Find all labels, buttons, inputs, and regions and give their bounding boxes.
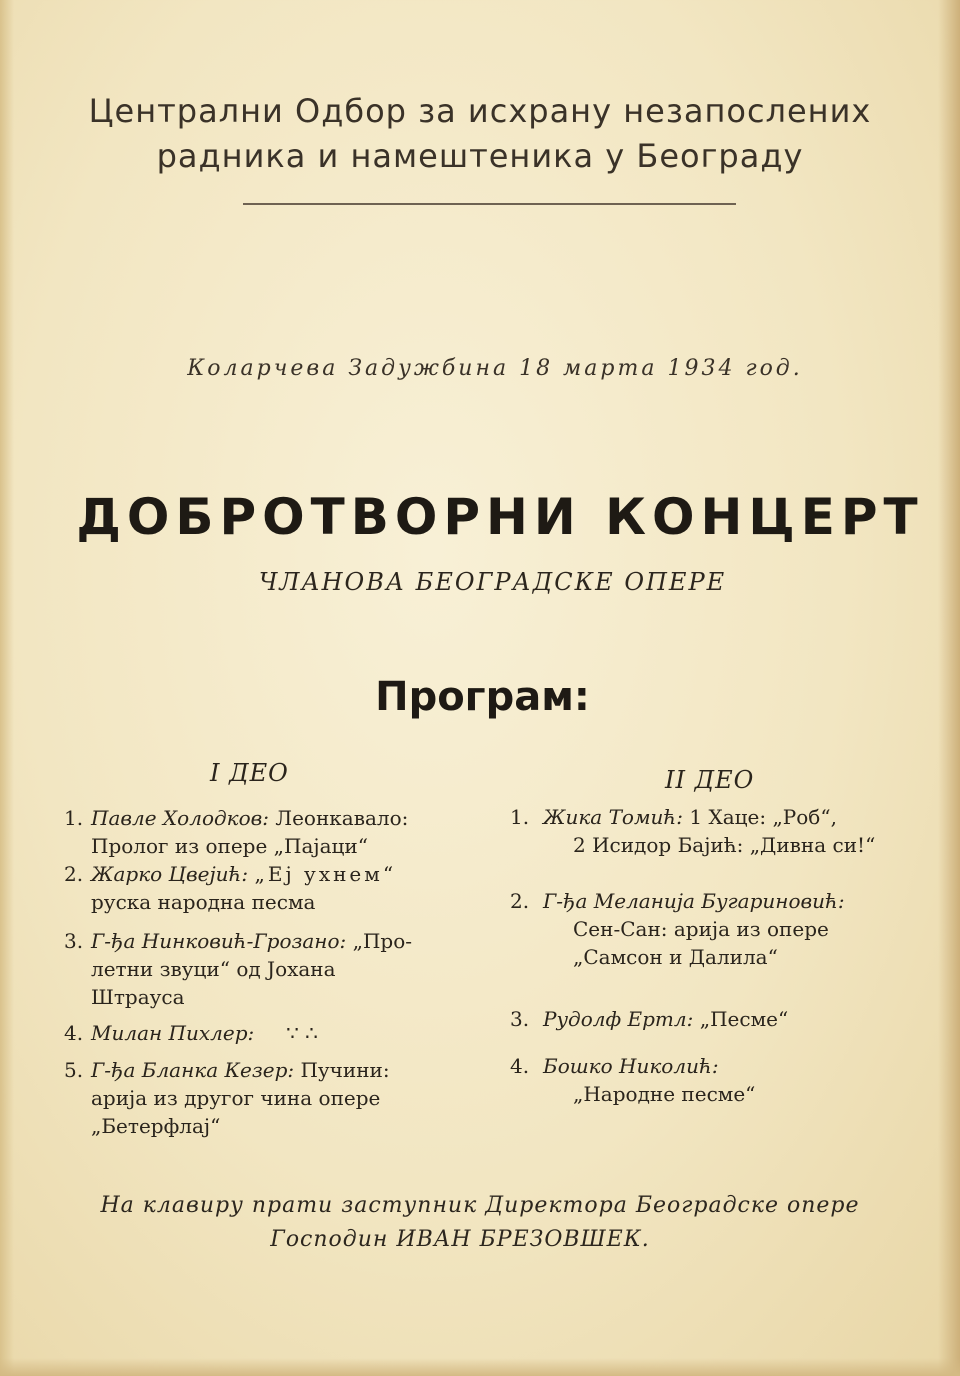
item-detail: Штрауса [91, 985, 185, 1009]
performer-name: Жарко Цвејић: [91, 862, 249, 886]
item-detail: „Бетерфлај“ [91, 1114, 221, 1138]
item-detail: 1 Хаце: „Роб“, [689, 805, 837, 829]
program-heading: Програм: [375, 674, 590, 720]
performer-name: Г-ђа Нинковић-Грозано: [91, 929, 347, 953]
item-detail: арија из другог чина опере [91, 1086, 381, 1110]
item-detail: „Еј ухнем“ [254, 862, 397, 886]
item-detail: „Про- [352, 929, 413, 953]
item-number: 2. [510, 889, 530, 913]
item-number: 1. [64, 806, 84, 830]
ditto-marks: ∵ ∴ [286, 1021, 318, 1045]
item-detail: Леонкавало: [275, 806, 409, 830]
honorific: Господин [270, 1227, 389, 1252]
header-divider [243, 203, 736, 205]
performer-name: Г-ђа Бланка Кезер: [91, 1058, 295, 1082]
accompanist-line: На клавиру прати заступник Директора Београдске опере [100, 1193, 860, 1218]
organizer-line-2: радника и намештеника у Београду [156, 137, 804, 175]
item-number: 3. [510, 1007, 530, 1031]
item-number: 3. [64, 929, 84, 953]
performer-name: Жика Томић: [543, 805, 684, 829]
item-detail: 2 Исидор Бајић: „Дивна си!“ [573, 833, 876, 857]
item-number: 4. [64, 1021, 84, 1045]
accompanist-name-line [0, 1224, 940, 1256]
item-detail: „Народне песме“ [573, 1082, 756, 1106]
item-detail: Сен-Сан: арија из опере [573, 917, 829, 941]
item-number: 5. [64, 1058, 84, 1082]
part-2-heading: II ДЕО [665, 766, 755, 794]
item-number: 1. [510, 805, 530, 829]
item-detail: Пролог из опере „Пајаци“ [91, 834, 368, 858]
performer-name: Бошко Николић: [543, 1054, 719, 1078]
item-detail: Пучини: [300, 1058, 390, 1082]
item-number: 2. [64, 862, 84, 886]
item-number: 4. [510, 1054, 530, 1078]
concert-subtitle: ЧЛАНОВА БЕОГРАДСКЕ ОПЕРЕ [258, 568, 727, 596]
concert-title: ДОБРОТВОРНИ КОНЦЕРТ [76, 488, 924, 546]
item-detail: „Песме“ [699, 1007, 789, 1031]
item-detail: руска народна песма [91, 890, 316, 914]
performer-name: Милан Пихлер: [91, 1021, 255, 1045]
organizer-line-1: Централни Одбор за исхрану незапослених [88, 92, 872, 130]
venue-date: Коларчева Задужбина 18 марта 1934 год. [187, 356, 803, 381]
paper-edge-bottom [0, 1358, 960, 1376]
item-detail: летни звуци“ од Јохана [91, 957, 336, 981]
accompanist-name: ИВАН БРЕЗОВШЕК. [396, 1227, 650, 1252]
performer-name: Г-ђа Меланија Бугариновић: [543, 889, 845, 913]
part-1-heading: I ДЕО [210, 759, 289, 787]
performer-name: Павле Холодков: [91, 806, 270, 830]
item-detail: „Самсон и Далила“ [573, 945, 778, 969]
performer-name: Рудолф Ертл: [543, 1007, 694, 1031]
